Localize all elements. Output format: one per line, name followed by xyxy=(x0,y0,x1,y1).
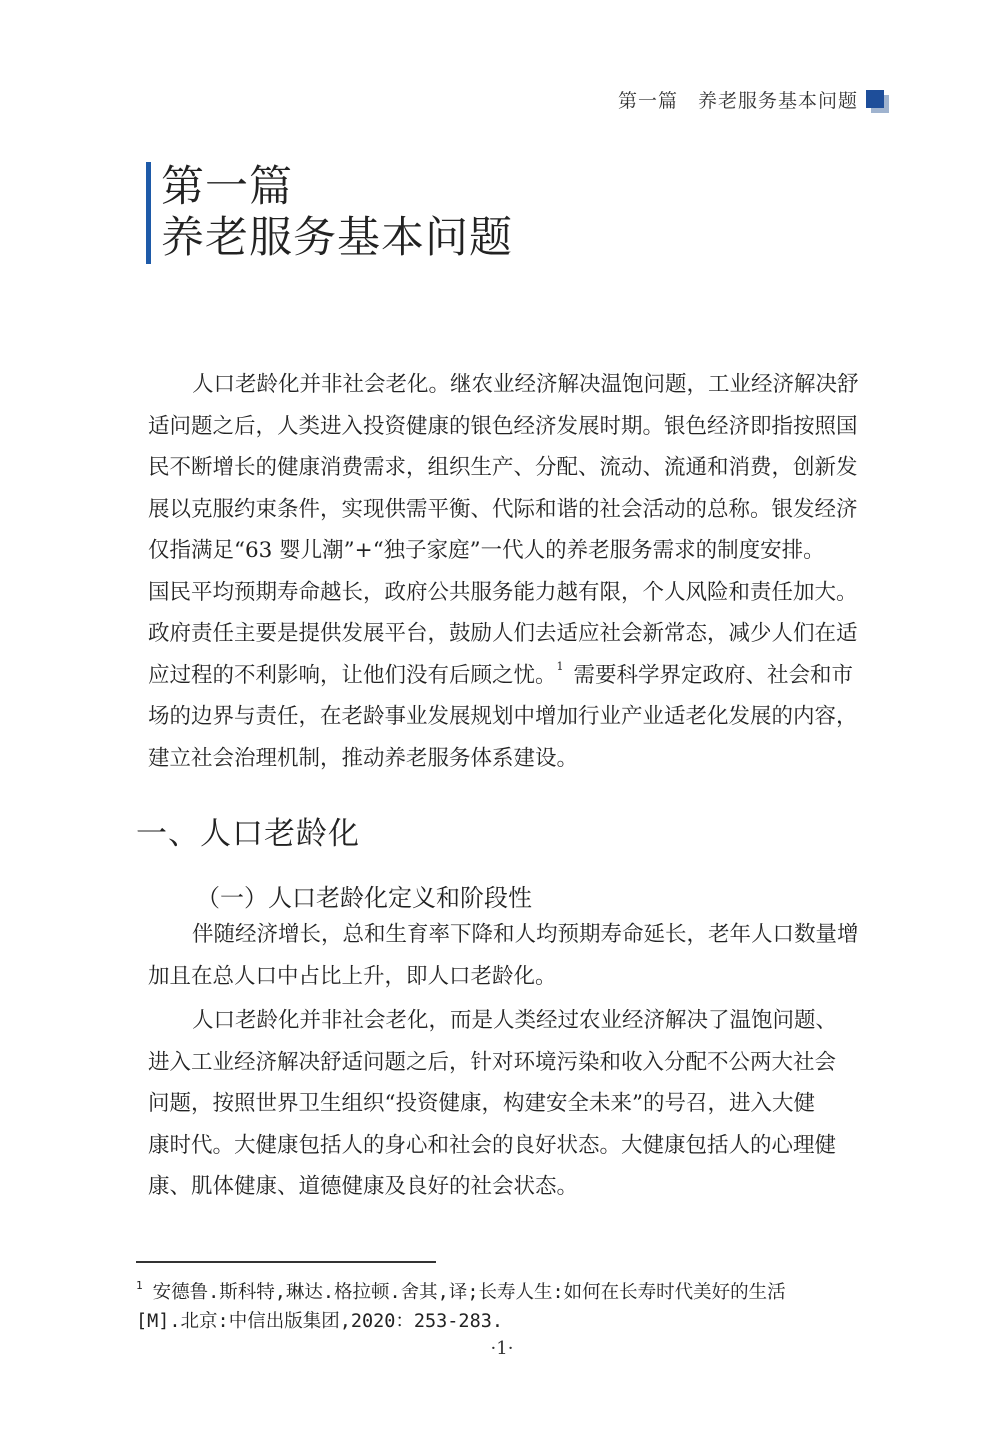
paragraph-line: 康、肌体健康、道德健康及良好的社会状态。 xyxy=(148,1174,579,1199)
intro-paragraph xyxy=(148,364,890,779)
paragraph-line: 问题，按照世界卫生组织“投资健康，构建安全未来”的号召，进入大健 xyxy=(148,1091,815,1116)
paragraph-text: 需要科学界定政府、社会和市 xyxy=(573,662,854,688)
running-header-title: 养老服务基本问题 xyxy=(697,90,858,112)
chapter-title-block xyxy=(146,162,513,264)
footnote-line xyxy=(136,1278,896,1307)
paragraph-line: 康时代。大健康包括人的身心和社会的良好状态。大健康包括人的心理健 xyxy=(148,1132,837,1158)
running-header xyxy=(618,86,858,113)
header-square-mark xyxy=(866,90,890,114)
subsection-heading: （一）人口老龄化定义和阶段性 xyxy=(196,884,532,912)
paragraph-line: 伴随经济增长，总和生育率下降和人均预期寿命延长，老年人口数量增 xyxy=(192,922,859,947)
paragraph-line-with-footnote xyxy=(148,655,890,697)
paragraph-3 xyxy=(148,1000,890,1208)
paragraph-text: 应过程的不利影响，让他们没有后顾之忧。 xyxy=(148,662,557,688)
footnote-marker: 1 xyxy=(136,1279,143,1292)
chapter-part-title: 第一篇 xyxy=(161,162,293,212)
footnote-text: 安德鲁.斯科特,琳达.格拉顿.舍其,译;长寿人生:如何在长寿时代美好的生活 xyxy=(152,1282,786,1303)
paragraph-2 xyxy=(148,914,890,997)
running-header-part: 第一篇 xyxy=(617,90,678,112)
paragraph-line: 人口老龄化并非社会老化，而是人类经过农业经济解决了温饱问题、 xyxy=(192,1008,838,1033)
paragraph-line: 国民平均预期寿命越长，政府公共服务能力越有限，个人风险和责任加大。 xyxy=(148,579,858,605)
page-number: ·1· xyxy=(490,1338,514,1359)
footnote xyxy=(136,1278,896,1336)
footnote-line: [M].北京:中信出版集团,2020：253-283. xyxy=(136,1311,503,1332)
section-heading: 一、人口老龄化 xyxy=(136,816,360,852)
header-square-front xyxy=(866,90,884,108)
footnote-divider xyxy=(136,1261,436,1263)
paragraph-line: 展以克服约束条件，实现供需平衡、代际和谐的社会活动的总称。银发经济 xyxy=(148,496,858,522)
paragraph-line: 适问题之后，人类进入投资健康的银色经济发展时期。银色经济即指按照国 xyxy=(148,413,858,439)
paragraph-line: 进入工业经济解决舒适问题之后，针对环境污染和收入分配不公两大社会 xyxy=(148,1049,837,1075)
chapter-main-title: 养老服务基本问题 xyxy=(161,213,513,263)
paragraph-line: 场的边界与责任，在老龄事业发展规划中增加行业产业适老化发展的内容， xyxy=(148,704,858,729)
footnote-reference[interactable]: 1 xyxy=(556,659,564,673)
paragraph-line: 加且在总人口中占比上升，即人口老龄化。 xyxy=(148,963,557,989)
paragraph-line: 人口老龄化并非社会老化。继农业经济解决温饱问题，工业经济解决舒 xyxy=(192,372,859,397)
paragraph-line: 政府责任主要是提供发展平台，鼓励人们去适应社会新常态，减少人们在适 xyxy=(148,621,858,646)
paragraph-line: 仅指满足“63 婴儿潮”+“独子家庭”一代人的养老服务需求的制度安排。 xyxy=(148,538,825,563)
paragraph-line: 民不断增长的健康消费需求，组织生产、分配、流动、流通和消费，创新发 xyxy=(148,455,858,480)
paragraph-line: 建立社会治理机制，推动养老服务体系建设。 xyxy=(148,745,579,771)
